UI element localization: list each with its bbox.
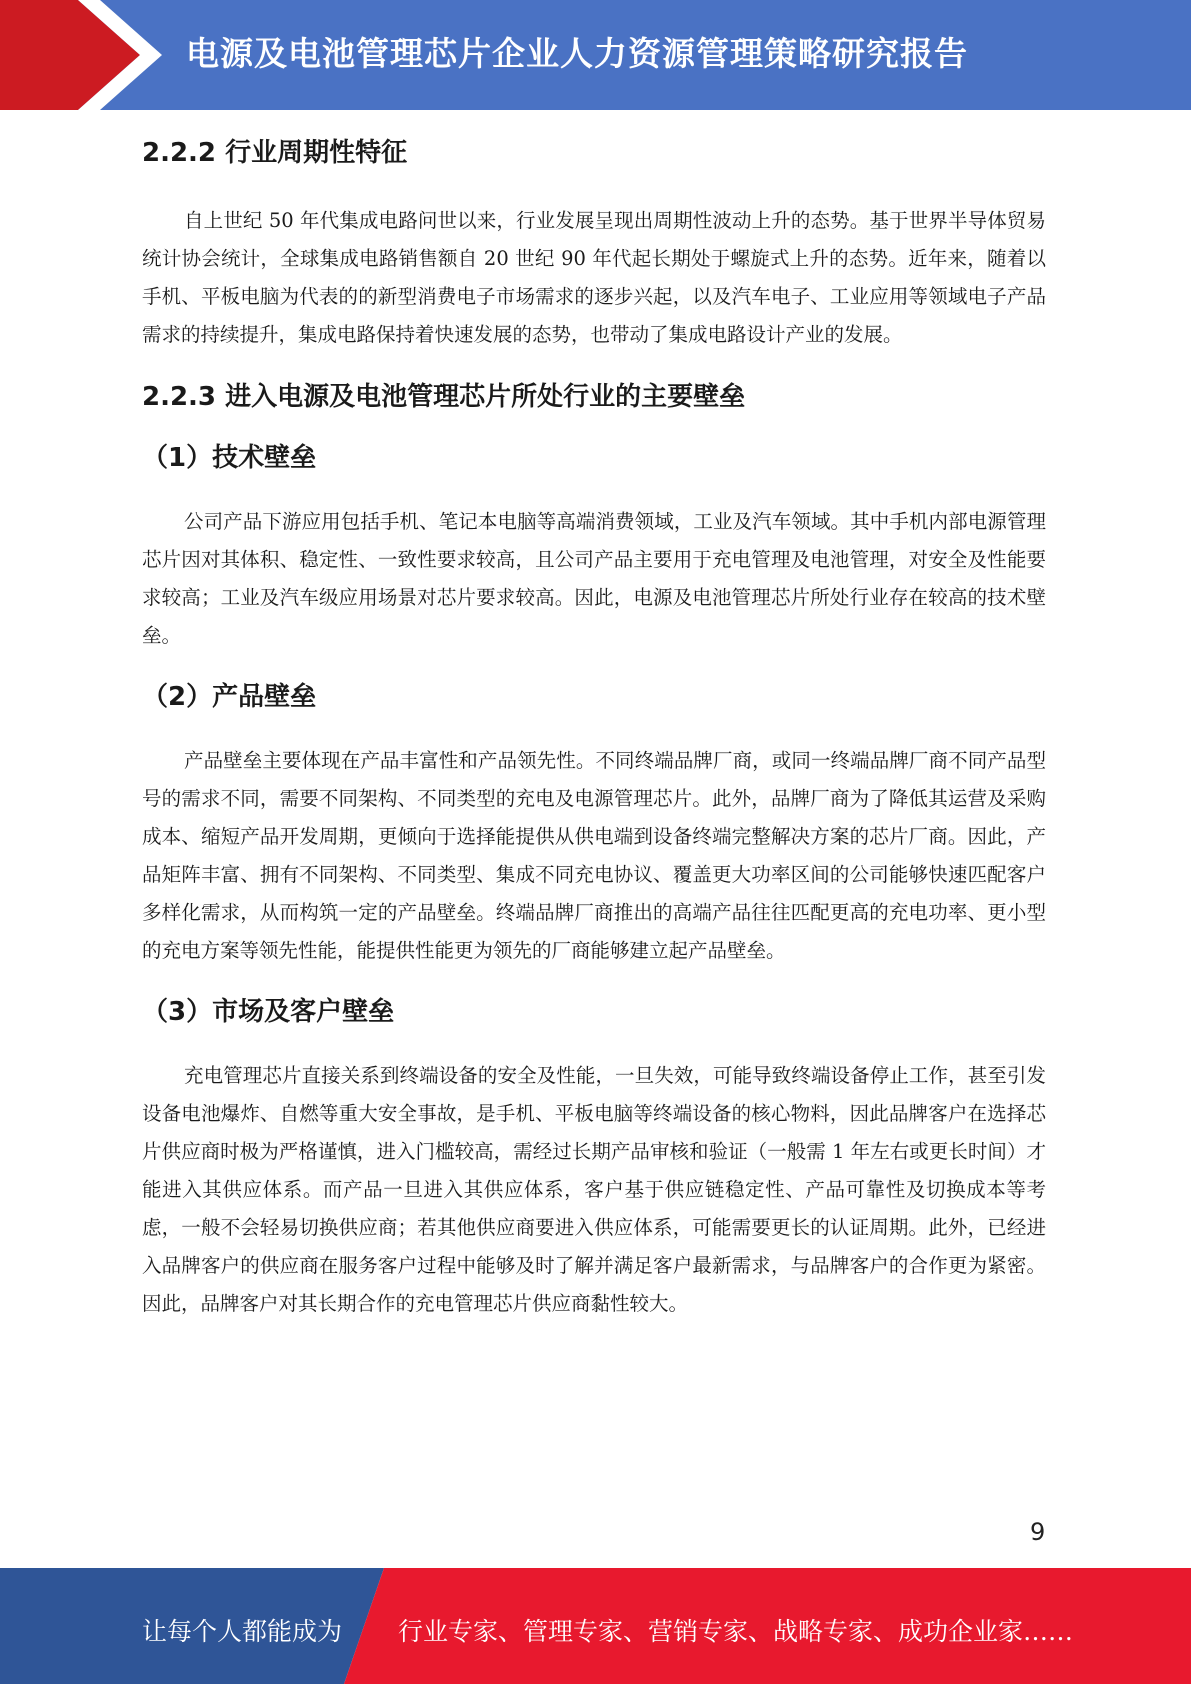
footer-slogan-left: 让每个人都能成为 xyxy=(142,1617,343,1646)
paragraph-product-barrier: 产品壁垒主要体现在产品丰富性和产品领先性。不同终端品牌厂商，或同一终端品牌厂商不同产品型号的需求不同，需要不同架构、不同类型的充电及电源管理芯片。此外，品牌厂商为了降低其运营及采购成本、缩短产品开发周期，更倾向于选择能提供从供电端到设备终端完整解决方案的芯片厂商。因此，产品矩阵丰富、拥有不同架构、不同类型、集成不同充电协议、覆盖更大功率区间的公司能够快速匹配客户多样化需求，从而构筑一定的产品壁垒。终端品牌厂商推出的高端产品往往匹配更高的充电功率、更小型的充电方案等领先性能，能提供性能更为领先的厂商能够建立起产品壁垒。 xyxy=(142,749,1046,962)
header-bar xyxy=(0,0,1191,110)
paragraph-market-barrier: 充电管理芯片直接关系到终端设备的安全及性能，一旦失效，可能导致终端设备停止工作，甚至引发设备电池爆炸、自燃等重大安全事故，是手机、平板电脑等终端设备的核心物料，因此品牌客户在选择芯片供应商时极为严格谨慎，进入门槛较高，需经过长期产品审核和验证（一般需 1 年左右或更长时间）才能进入其供应体系。而产品一旦进入其供应体系，客户基于供应链稳定性、产品可靠性及切换成本等考虑，一般不会轻易切换供应商；若其他供应商要进入供应体系，可能需要更长的认证周期。此外，已经进入品牌客户的供应商在服务客户过程中能够及时了解并满足客户最新需求，与品牌客户的合作更为紧密。因此，品牌客户对其长期合作的充电管理芯片供应商黏性较大。 xyxy=(142,1064,1046,1315)
section-heading-2-2-3: 2.2.3 进入电源及电池管理芯片所处行业的主要壁垒 xyxy=(142,382,746,412)
section-heading-2-2-2: 2.2.2 行业周期性特征 xyxy=(142,138,408,168)
page-number: 9 xyxy=(1030,1518,1046,1546)
document-title: 电源及电池管理芯片企业人力资源管理策略研究报告 xyxy=(186,34,968,73)
subheading-product-barrier: （2）产品壁垒 xyxy=(142,682,317,712)
paragraph-tech-barrier: 公司产品下游应用包括手机、笔记本电脑等高端消费领域，工业及汽车领域。其中手机内部电源管理芯片因对其体积、稳定性、一致性要求较高，且公司产品主要用于充电管理及电池管理，对安全及性能要求较高；工业及汽车级应用场景对芯片要求较高。因此，电源及电池管理芯片所处行业存在较高的技术壁垒。 xyxy=(142,510,1046,647)
subheading-tech-barrier: （1）技术壁垒 xyxy=(142,443,317,473)
footer-slogan-right: 行业专家、管理专家、营销专家、战略专家、成功企业家…… xyxy=(398,1617,1074,1646)
subheading-market-barrier: （3）市场及客户壁垒 xyxy=(142,997,395,1027)
page-content xyxy=(142,128,1046,1323)
paragraph-cyclicality: 自上世纪 50 年代集成电路问世以来，行业发展呈现出周期性波动上升的态势。基于世界半导体贸易统计协会统计，全球集成电路销售额自 20 世纪 90 年代起长期处于螺旋式上升的态势。近年来，随着以手机、平板电脑为代表的的新型消费电子市场需求的逐步兴起，以及汽车电子、工业应用等领域电子产品需求的持续提升，集成电路保持着快速发展的态势，也带动了集成电路设计产业的发展。 xyxy=(142,209,1046,346)
footer-bar xyxy=(0,1568,1191,1684)
